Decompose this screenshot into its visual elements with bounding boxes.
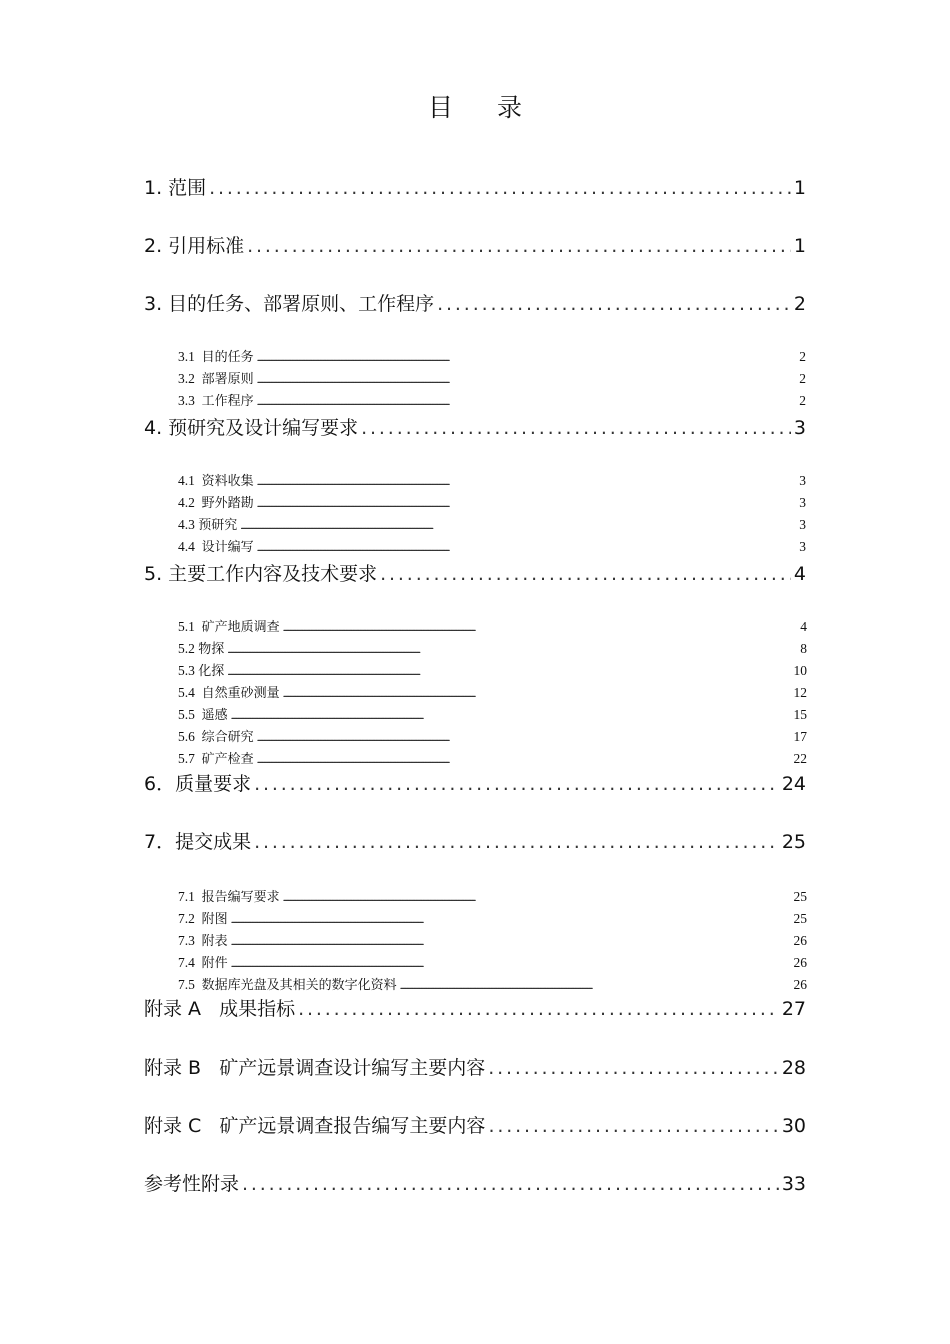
leader-dots xyxy=(283,688,788,700)
toc-subentry-number: 4.2 xyxy=(178,495,195,510)
toc-entry-label: 3. 目的任务、部署原则、工作程序 xyxy=(144,293,435,315)
toc-subentry-text: 报告编写要求 xyxy=(201,890,280,905)
toc-page-number: 28 xyxy=(781,1057,806,1079)
toc-entry-appendix-a[interactable] xyxy=(144,994,806,1024)
toc-subentry-text: 物探 xyxy=(198,642,225,657)
leader-dots xyxy=(231,958,788,970)
toc-title: 目 录 xyxy=(428,93,540,122)
toc-subentry-number: 5.1 xyxy=(178,619,195,634)
toc-page-number: 2 xyxy=(799,349,806,364)
toc-subentry-number: 7.4 xyxy=(178,955,195,970)
leader-dots xyxy=(400,980,788,992)
toc-subentry-3-1[interactable] xyxy=(178,346,806,366)
leader-dots xyxy=(231,710,788,722)
toc-page-number: 26 xyxy=(793,955,807,970)
toc-page-number: 22 xyxy=(793,751,807,766)
toc-subentry-4-4[interactable] xyxy=(178,536,806,556)
toc-entry-7[interactable] xyxy=(144,827,806,857)
toc-subentry-text: 附件 xyxy=(201,956,228,971)
toc-subentry-7-2[interactable] xyxy=(178,908,807,928)
toc-entry-6[interactable] xyxy=(144,769,806,799)
toc-entry-label: 附录 C 矿产远景调查报告编写主要内容 xyxy=(144,1115,486,1137)
toc-subentry-number: 7.3 xyxy=(178,933,195,948)
toc-entry-3[interactable] xyxy=(144,289,806,319)
toc-subentry-text: 矿产地质调查 xyxy=(201,620,280,635)
leader-dots xyxy=(209,177,791,199)
leader-dots xyxy=(488,1115,778,1137)
toc-page-number: 8 xyxy=(800,641,807,656)
toc-subentry-number: 5.4 xyxy=(178,685,195,700)
toc-page-number: 12 xyxy=(793,685,807,700)
leader-dots xyxy=(257,396,787,408)
toc-entry-1[interactable] xyxy=(144,173,806,203)
leader-dots xyxy=(437,293,791,315)
toc-entry-label: 附录 B 矿产远景调查设计编写主要内容 xyxy=(144,1057,486,1079)
toc-subentry-3-2[interactable] xyxy=(178,368,806,388)
toc-subentry-text: 综合研究 xyxy=(201,730,254,745)
leader-dots xyxy=(283,892,788,904)
toc-subentry-3-3[interactable] xyxy=(178,390,806,410)
toc-page-number: 27 xyxy=(781,998,806,1020)
toc-page-number: 3 xyxy=(799,473,806,488)
toc-subentry-number: 3.1 xyxy=(178,349,195,364)
toc-page-number: 10 xyxy=(793,663,807,678)
leader-dots xyxy=(380,563,791,585)
toc-subentry-text: 野外踏勘 xyxy=(201,496,254,511)
toc-subentry-4-3[interactable] xyxy=(178,514,806,534)
toc-entry-label: 附录 A 成果指标 xyxy=(144,998,296,1020)
toc-subentry-text: 目的任务 xyxy=(201,350,254,365)
leader-dots xyxy=(283,622,788,634)
toc-subentry-number: 3.2 xyxy=(178,371,195,386)
leader-dots xyxy=(242,1173,779,1195)
leader-dots xyxy=(240,520,787,532)
toc-subentry-text: 遥感 xyxy=(201,708,228,723)
leader-dots xyxy=(298,998,779,1020)
toc-subentry-text: 附图 xyxy=(201,912,228,927)
leader-dots xyxy=(361,417,791,439)
toc-subentry-number: 5.7 xyxy=(178,751,195,766)
toc-subentry-text: 化探 xyxy=(198,664,225,679)
toc-subentry-5-2[interactable] xyxy=(178,638,807,658)
toc-subentry-text: 附表 xyxy=(201,934,228,949)
toc-subentry-number: 5.3 xyxy=(178,663,195,678)
toc-entry-label: 2. 引用标准 xyxy=(144,235,245,257)
toc-entry-appendix-b[interactable] xyxy=(144,1053,806,1083)
toc-page-number: 2 xyxy=(799,393,806,408)
toc-subentry-text: 预研究 xyxy=(198,518,238,533)
leader-dots xyxy=(254,831,779,853)
toc-subentry-5-4[interactable] xyxy=(178,682,807,702)
toc-subentry-5-3[interactable] xyxy=(178,660,807,680)
toc-subentry-number: 4.1 xyxy=(178,473,195,488)
toc-subentry-7-5[interactable] xyxy=(178,974,807,994)
toc-entry-4[interactable] xyxy=(144,413,806,443)
leader-dots xyxy=(227,644,788,656)
toc-page-number: 26 xyxy=(793,933,807,948)
toc-page-number: 3 xyxy=(799,495,806,510)
toc-subentry-text: 工作程序 xyxy=(201,394,254,409)
toc-subentry-number: 3.3 xyxy=(178,393,195,408)
toc-page-number: 1 xyxy=(793,235,806,257)
toc-page-number: 25 xyxy=(793,889,807,904)
toc-subentry-number: 5.5 xyxy=(178,707,195,722)
toc-entry-label: 4. 预研究及设计编写要求 xyxy=(144,417,359,439)
toc-page-number: 4 xyxy=(793,563,806,585)
leader-dots xyxy=(247,235,791,257)
toc-subentry-4-2[interactable] xyxy=(178,492,806,512)
toc-subentry-number: 7.5 xyxy=(178,977,195,992)
toc-subentry-text: 设计编写 xyxy=(201,540,254,555)
leader-dots xyxy=(257,352,787,364)
toc-entry-label: 6．质量要求 xyxy=(144,773,252,795)
toc-subentry-text: 资料收集 xyxy=(201,474,254,489)
leader-dots xyxy=(254,773,779,795)
toc-subentry-number: 7.1 xyxy=(178,889,195,904)
leader-dots xyxy=(257,498,787,510)
toc-page-number: 1 xyxy=(793,177,806,199)
toc-subentry-text: 数据库光盘及其相关的数字化资料 xyxy=(201,978,397,993)
toc-page-number: 24 xyxy=(781,773,806,795)
toc-subentry-number: 5.2 xyxy=(178,641,195,656)
leader-dots xyxy=(257,476,787,488)
leader-dots xyxy=(231,914,788,926)
toc-subentry-7-1[interactable] xyxy=(178,886,807,906)
toc-subentry-4-1[interactable] xyxy=(178,470,806,490)
leader-dots xyxy=(257,374,787,386)
toc-entry-2[interactable] xyxy=(144,231,806,261)
toc-entry-label: 7．提交成果 xyxy=(144,831,252,853)
toc-page-number: 4 xyxy=(800,619,807,634)
toc-page-number: 15 xyxy=(793,707,807,722)
toc-subentry-text: 自然重砂测量 xyxy=(201,686,280,701)
leader-dots xyxy=(257,732,788,744)
toc-subentry-number: 4.3 xyxy=(178,517,195,532)
toc-subentry-5-6[interactable] xyxy=(178,726,807,746)
toc-page-number: 2 xyxy=(799,371,806,386)
toc-page-number: 3 xyxy=(799,517,806,532)
toc-subentry-text: 部署原则 xyxy=(201,372,254,387)
leader-dots xyxy=(488,1057,779,1079)
leader-dots xyxy=(227,666,788,678)
toc-subentry-number: 7.2 xyxy=(178,911,195,926)
toc-subentry-number: 5.6 xyxy=(178,729,195,744)
toc-page-number: 3 xyxy=(793,417,806,439)
leader-dots xyxy=(257,754,788,766)
toc-page-number: 25 xyxy=(781,831,806,853)
toc-subentry-5-7[interactable] xyxy=(178,748,807,768)
toc-page-number: 17 xyxy=(793,729,807,744)
toc-subentry-5-1[interactable] xyxy=(178,616,807,636)
toc-entry-label: 5. 主要工作内容及技术要求 xyxy=(144,563,378,585)
toc-page-number: 3 xyxy=(799,539,806,554)
toc-page-number: 25 xyxy=(793,911,807,926)
toc-entry-label: 1. 范围 xyxy=(144,177,207,199)
toc-entry-reference-appendix[interactable] xyxy=(144,1169,806,1199)
toc-entry-appendix-c[interactable] xyxy=(144,1111,806,1141)
toc-page-number: 26 xyxy=(793,977,807,992)
toc-page-number: 30 xyxy=(781,1115,806,1137)
toc-subentry-7-4[interactable] xyxy=(178,952,807,972)
toc-page-number: 33 xyxy=(781,1173,806,1195)
leader-dots xyxy=(231,936,788,948)
toc-page-number: 2 xyxy=(793,293,806,315)
toc-subentry-text: 矿产检查 xyxy=(201,752,254,767)
toc-subentry-7-3[interactable] xyxy=(178,930,807,950)
toc-subentry-number: 4.4 xyxy=(178,539,195,554)
leader-dots xyxy=(257,542,787,554)
toc-entry-label: 参考性附录 xyxy=(144,1173,240,1195)
toc-subentry-5-5[interactable] xyxy=(178,704,807,724)
toc-entry-5[interactable] xyxy=(144,559,806,589)
